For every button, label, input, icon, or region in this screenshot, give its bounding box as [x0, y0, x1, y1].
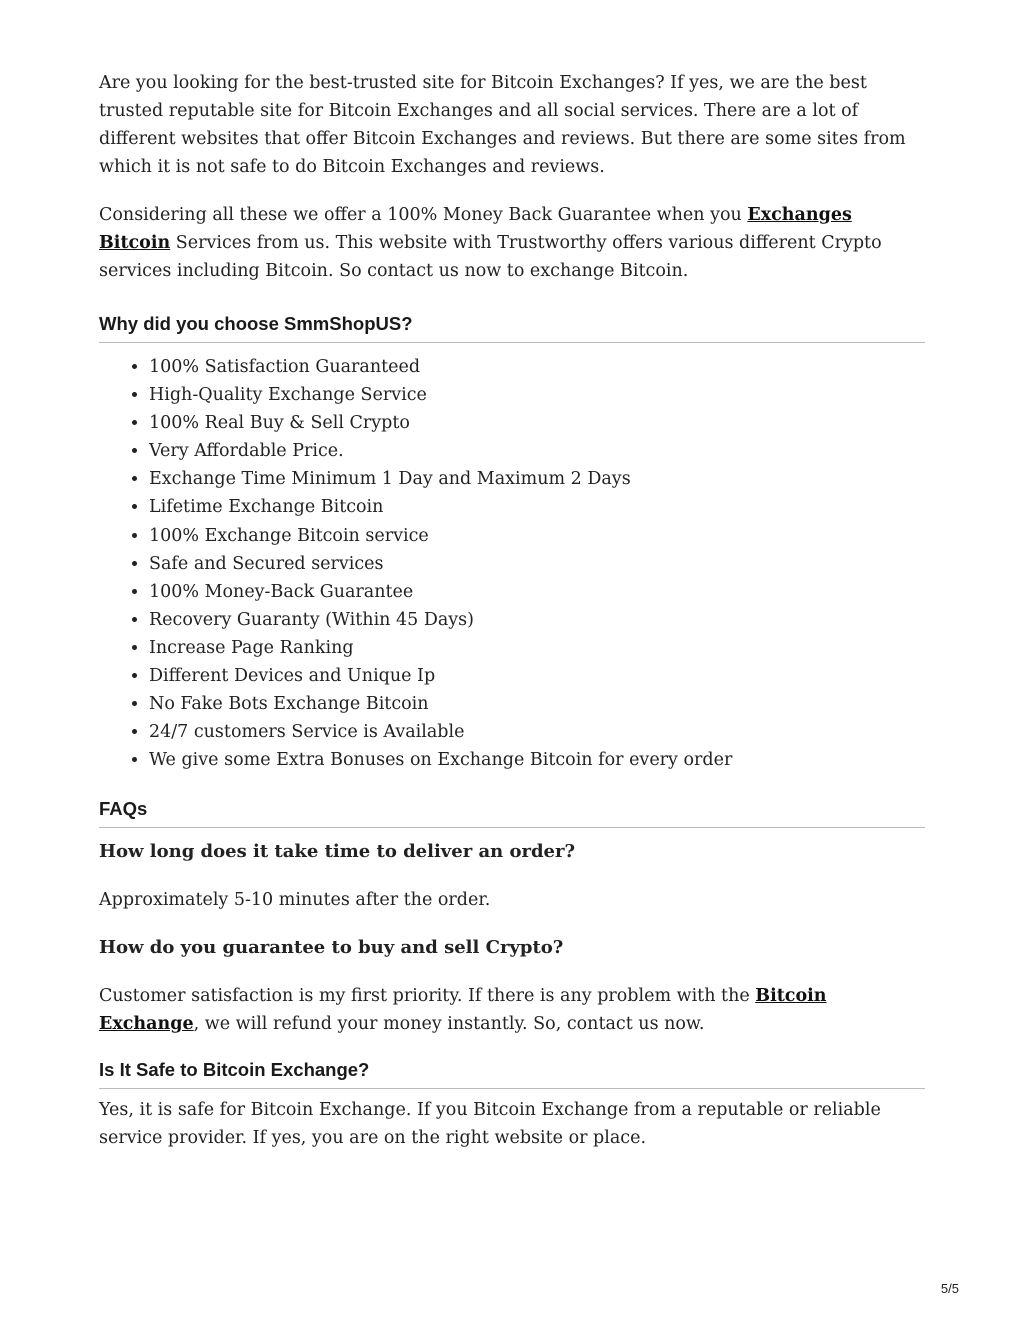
list-item: • 100% Exchange Bitcoin service [149, 522, 925, 550]
list-item: • Lifetime Exchange Bitcoin [149, 493, 925, 521]
list-item: • Different Devices and Unique Ip [149, 662, 925, 690]
list-item: • High-Quality Exchange Service [149, 381, 925, 409]
faq-question-delivery: How long does it take time to deliver an order? [99, 841, 576, 863]
faq-question-guarantee: How do you guarantee to buy and sell Crypto? [99, 937, 564, 959]
why-choose-heading: Why did you choose SmmShopUS? [99, 313, 925, 343]
faq-answer-text-before: Customer satisfaction is my first priority. If there is any problem with the [99, 986, 756, 1007]
document-page [99, 69, 925, 1152]
guarantee-text-after: Services from us. This website with Trustworthy offers various different Crypto services including Bitcoin. So contact us now to exchange Bitcoin. [99, 233, 882, 281]
faq-answer-delivery: Approximately 5-10 minutes after the order. [99, 890, 491, 911]
faq-answer-guarantee [99, 982, 925, 1038]
safe-answer: Yes, it is safe for Bitcoin Exchange. If you Bitcoin Exchange from a reputable or reliable service provider. If yes, you are on the right website or place. [99, 1100, 881, 1149]
list-item: • Very Affordable Price. [149, 437, 925, 465]
guarantee-paragraph [99, 201, 925, 285]
faqs-heading: FAQs [99, 798, 925, 828]
list-item: • 100% Real Buy & Sell Crypto [149, 409, 925, 437]
features-list [99, 353, 925, 774]
list-item: • 24/7 customers Service is Available [149, 718, 925, 746]
list-item: • We give some Extra Bonuses on Exchange Bitcoin for every order [149, 746, 925, 774]
bitcoin-exchange-link[interactable]: Bitcoin Exchange [99, 986, 827, 1035]
intro-paragraph: Are you looking for the best-trusted site for Bitcoin Exchanges? If yes, we are the best trusted reputable site for Bitcoin Exchanges and all social services. There are a lot of different websites that offer Bitcoin Exchanges and reviews. But there are some sites from which it is not safe to do Bitcoin Exchanges and reviews. [99, 73, 906, 177]
list-item: • 100% Satisfaction Guaranteed [149, 353, 925, 381]
list-item: • Exchange Time Minimum 1 Day and Maximum 2 Days [149, 465, 925, 493]
exchanges-bitcoin-link[interactable]: Exchanges Bitcoin [99, 205, 852, 253]
list-item: • 100% Money-Back Guarantee [149, 578, 925, 606]
list-item: • Recovery Guaranty (Within 45 Days) [149, 606, 925, 634]
safe-heading: Is It Safe to Bitcoin Exchange? [99, 1059, 925, 1089]
list-item: • Increase Page Ranking [149, 634, 925, 662]
faq-answer-text-after: , we will refund your money instantly. So, contact us now. [193, 1014, 705, 1035]
list-item: • No Fake Bots Exchange Bitcoin [149, 690, 925, 718]
list-item: • Safe and Secured services [149, 550, 925, 578]
page-number: 5/5 [940, 1281, 959, 1296]
guarantee-text-before: Considering all these we offer a 100% Money Back Guarantee when you [99, 205, 748, 225]
